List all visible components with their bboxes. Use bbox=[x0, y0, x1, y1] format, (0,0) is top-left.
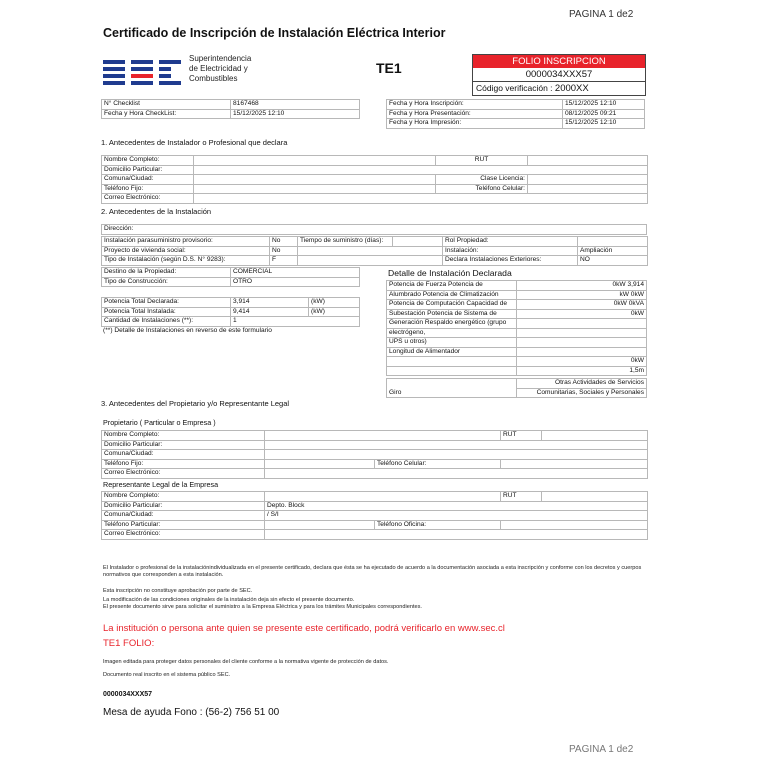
address-table bbox=[101, 224, 647, 235]
date-value: 15/12/2025 12:10 bbox=[563, 100, 645, 110]
date-label: Fecha y Hora Presentación: bbox=[387, 109, 563, 119]
construction-label: Tipo de Construcción: bbox=[102, 277, 231, 287]
declared-power-value: 3,914 bbox=[231, 298, 309, 308]
exterior-value: NO bbox=[578, 256, 648, 266]
page-number-top: PAGINA 1 de2 bbox=[569, 9, 634, 20]
detail-row-label: Potencia de Computación Capacidad de bbox=[387, 300, 517, 310]
giro-table bbox=[386, 378, 647, 398]
detail-row-label bbox=[387, 366, 517, 376]
dates-table bbox=[386, 99, 645, 129]
ds-type-value: F bbox=[270, 256, 298, 266]
checklist-table bbox=[101, 99, 360, 119]
owner-table bbox=[101, 430, 648, 479]
representative-table bbox=[101, 491, 648, 540]
destination-label: Destino de la Propiedad: bbox=[102, 268, 231, 278]
sec-logo bbox=[101, 56, 183, 88]
detail-row-value: 1,5m bbox=[517, 366, 647, 376]
detail-row-value bbox=[517, 347, 647, 357]
destination-value: COMERCIAL bbox=[231, 268, 360, 278]
doc-type: TE1 bbox=[376, 60, 402, 76]
detail-row-label bbox=[387, 357, 517, 367]
owner-phone-label: Teléfono Fijo: bbox=[102, 459, 265, 469]
detail-title: Detalle de Instalación Declarada bbox=[388, 268, 512, 278]
detail-row-label: Longitud de Alimentador bbox=[387, 347, 517, 357]
owner-name-label: Nombre Completo: bbox=[102, 431, 265, 441]
folio-number: 0000034XXX57 bbox=[473, 68, 645, 82]
detail-row-label: UPS u otros) bbox=[387, 338, 517, 348]
verification-code-value: 2000XX bbox=[554, 83, 589, 94]
supply-days-label: Tiempo de suministro (días): bbox=[298, 237, 393, 247]
representative-title: Representante Legal de la Empresa bbox=[103, 480, 219, 489]
owner-title: Propietario ( Particular o Empresa ) bbox=[103, 418, 216, 427]
rep-rut-label: RUT bbox=[501, 492, 542, 502]
supply-value: No bbox=[270, 237, 298, 247]
exterior-label: Declara Instalaciones Exteriores: bbox=[443, 256, 578, 266]
detail-row-label: Alumbrado Potencia de Climatización bbox=[387, 290, 517, 300]
installations-note: (**) Detalle de Instalaciones en reverso de este formulario bbox=[103, 327, 272, 334]
rep-city-value: / S/I bbox=[265, 511, 648, 521]
installation-type-value: Ampliación bbox=[578, 246, 648, 256]
page-number-bottom: PAGINA 1 de2 bbox=[569, 744, 634, 755]
detail-row-value: 0kW 0kVA bbox=[517, 300, 647, 310]
owner-email-label: Correo Electrónico: bbox=[102, 469, 265, 479]
rep-email-label: Correo Electrónico: bbox=[102, 530, 265, 540]
rep-city-label: Comuna/Ciudad: bbox=[102, 511, 265, 521]
giro-label: Giro bbox=[387, 379, 517, 398]
rol-label: Rol Propiedad: bbox=[443, 237, 578, 247]
checklist-num-label: N° Checklist bbox=[102, 100, 231, 110]
construction-value: OTRO bbox=[231, 277, 360, 287]
rep-address-value: Depto. Block bbox=[265, 501, 648, 511]
detail-row-label: Generación Respaldo energético (grupo bbox=[387, 319, 517, 329]
checklist-date-label: Fecha y Hora CheckList: bbox=[102, 109, 231, 119]
owner-rut-label: RUT bbox=[501, 431, 542, 441]
legal-paragraph-2: Esta inscripción no constituye aprobación por parte de SEC. bbox=[103, 588, 253, 594]
verification-code-label: Código verificación : bbox=[476, 83, 553, 93]
verification-notice: La institución o persona ante quien se presente este certificado, podrá verificarlo en www.sec.cl bbox=[103, 623, 505, 634]
section-1-title: 1. Antecedentes de Instalador o Profesional que declara bbox=[101, 138, 288, 147]
property-table bbox=[101, 267, 360, 287]
giro-value-2: Comunitarias, Sociales y Personales bbox=[517, 388, 647, 398]
installations-count-value: 1 bbox=[231, 317, 360, 327]
detail-row-value: 0kW bbox=[517, 357, 647, 367]
installations-count-label: Cantidad de Instalaciones (**): bbox=[102, 317, 231, 327]
installer-city-label: Comuna/Ciudad: bbox=[102, 175, 194, 185]
legal-paragraph-4: El presente documento sirve para solicitar el suministro a la Empresa Eléctrica y para los trámites Municipales correspondientes. bbox=[103, 604, 422, 610]
installed-power-unit: (kW) bbox=[309, 307, 360, 317]
logo-line-2: de Electricidad y bbox=[189, 64, 248, 73]
verification-code bbox=[473, 82, 645, 95]
giro-value-1: Otras Actividades de Servicios bbox=[517, 379, 647, 389]
section-2-title: 2. Antecedentes de la Instalación bbox=[101, 207, 212, 216]
installer-email-label: Correo Electrónico: bbox=[102, 194, 194, 204]
detail-row-value: kW 0kW bbox=[517, 290, 647, 300]
installer-table bbox=[101, 155, 648, 204]
date-label: Fecha y Hora Impresión: bbox=[387, 119, 563, 129]
rep-name-label: Nombre Completo: bbox=[102, 492, 265, 502]
footer-folio: 0000034XXX57 bbox=[103, 691, 153, 698]
installation-table bbox=[101, 236, 648, 266]
ds-type-label: Tipo de Instalación (según D.S. N° 9283): bbox=[102, 256, 270, 266]
date-value: 15/12/2025 12:10 bbox=[563, 119, 645, 129]
installation-type-label: Instalación: bbox=[443, 246, 578, 256]
owner-mobile-label: Teléfono Celular: bbox=[375, 459, 501, 469]
installer-rut-label: RUT bbox=[436, 156, 528, 166]
logo-text bbox=[189, 54, 251, 84]
owner-city-label: Comuna/Ciudad: bbox=[102, 450, 265, 460]
detail-row-value: 0kW 3,914 bbox=[517, 281, 647, 291]
checklist-date-value: 15/12/2025 12:10 bbox=[231, 109, 360, 119]
detail-row-value bbox=[517, 319, 647, 329]
public-record-note: Documento real inscrito en el sistema público SEC. bbox=[103, 672, 231, 678]
detail-row-value: 0kW bbox=[517, 309, 647, 319]
installer-name-label: Nombre Completo: bbox=[102, 156, 194, 166]
checklist-num-value: 8167468 bbox=[231, 100, 360, 110]
declared-power-unit: (kW) bbox=[309, 298, 360, 308]
installer-mobile-label: Teléfono Celular: bbox=[436, 184, 528, 194]
supply-label: Instalación parasuministro provisorio: bbox=[102, 237, 270, 247]
detail-table bbox=[386, 280, 647, 376]
declared-power-label: Potencia Total Declarada: bbox=[102, 298, 231, 308]
legal-paragraph-1: El Instalador o profesional de la instalaciónindividualizada en el presente certificado, declara que ésta se ha ejecutado de acuerdo a la documentación asociada a esta inscripción y conforme con los decretos y cuerpos normativos que corresponden a esta instalación. bbox=[103, 565, 642, 578]
rep-phone-label: Teléfono Particular: bbox=[102, 520, 265, 530]
rep-address-label: Domicilio Particular: bbox=[102, 501, 265, 511]
installer-phone-label: Teléfono Fijo: bbox=[102, 184, 194, 194]
detail-row-label: electrógeno, bbox=[387, 328, 517, 338]
date-label: Fecha y Hora Inscripción: bbox=[387, 100, 563, 110]
owner-address-label: Domicilio Particular: bbox=[102, 440, 265, 450]
installer-license-label: Clase Licencia: bbox=[436, 175, 528, 185]
address-label: Dirección: bbox=[102, 225, 647, 235]
detail-row-label: Subestación Potencia de Sistema de bbox=[387, 309, 517, 319]
te1-folio-label: TE1 FOLIO: bbox=[103, 638, 155, 649]
section-3-title: 3. Antecedentes del Propietario y/o Representante Legal bbox=[101, 399, 290, 408]
power-table bbox=[101, 297, 360, 327]
installed-power-label: Potencia Total Instalada: bbox=[102, 307, 231, 317]
folio-header: FOLIO INSCRIPCION bbox=[473, 55, 645, 68]
privacy-note: Imagen editada para proteger datos personales del cliente conforme a la normativa vigente de protección de datos. bbox=[103, 659, 389, 665]
document-title: Certificado de Inscripción de Instalación Eléctrica Interior bbox=[103, 26, 446, 40]
social-housing-value: No bbox=[270, 246, 298, 256]
detail-row-label: Potencia de Fuerza Potencia de bbox=[387, 281, 517, 291]
legal-paragraph-3: La modificación de las condiciones originales de la instalación deja sin efecto el presente documento. bbox=[103, 597, 355, 603]
rep-office-label: Teléfono Oficina: bbox=[375, 520, 501, 530]
logo-line-3: Combustibles bbox=[189, 74, 238, 83]
installer-address-label: Domicilio Particular: bbox=[102, 165, 194, 175]
social-housing-label: Proyecto de vivienda social: bbox=[102, 246, 270, 256]
date-value: 08/12/2025 09:21 bbox=[563, 109, 645, 119]
detail-row-value bbox=[517, 328, 647, 338]
logo-line-1: Superintendencia bbox=[189, 54, 252, 63]
help-desk: Mesa de ayuda Fono : (56-2) 756 51 00 bbox=[103, 707, 280, 718]
folio-box bbox=[472, 54, 646, 96]
detail-row-value bbox=[517, 338, 647, 348]
installed-power-value: 9,414 bbox=[231, 307, 309, 317]
